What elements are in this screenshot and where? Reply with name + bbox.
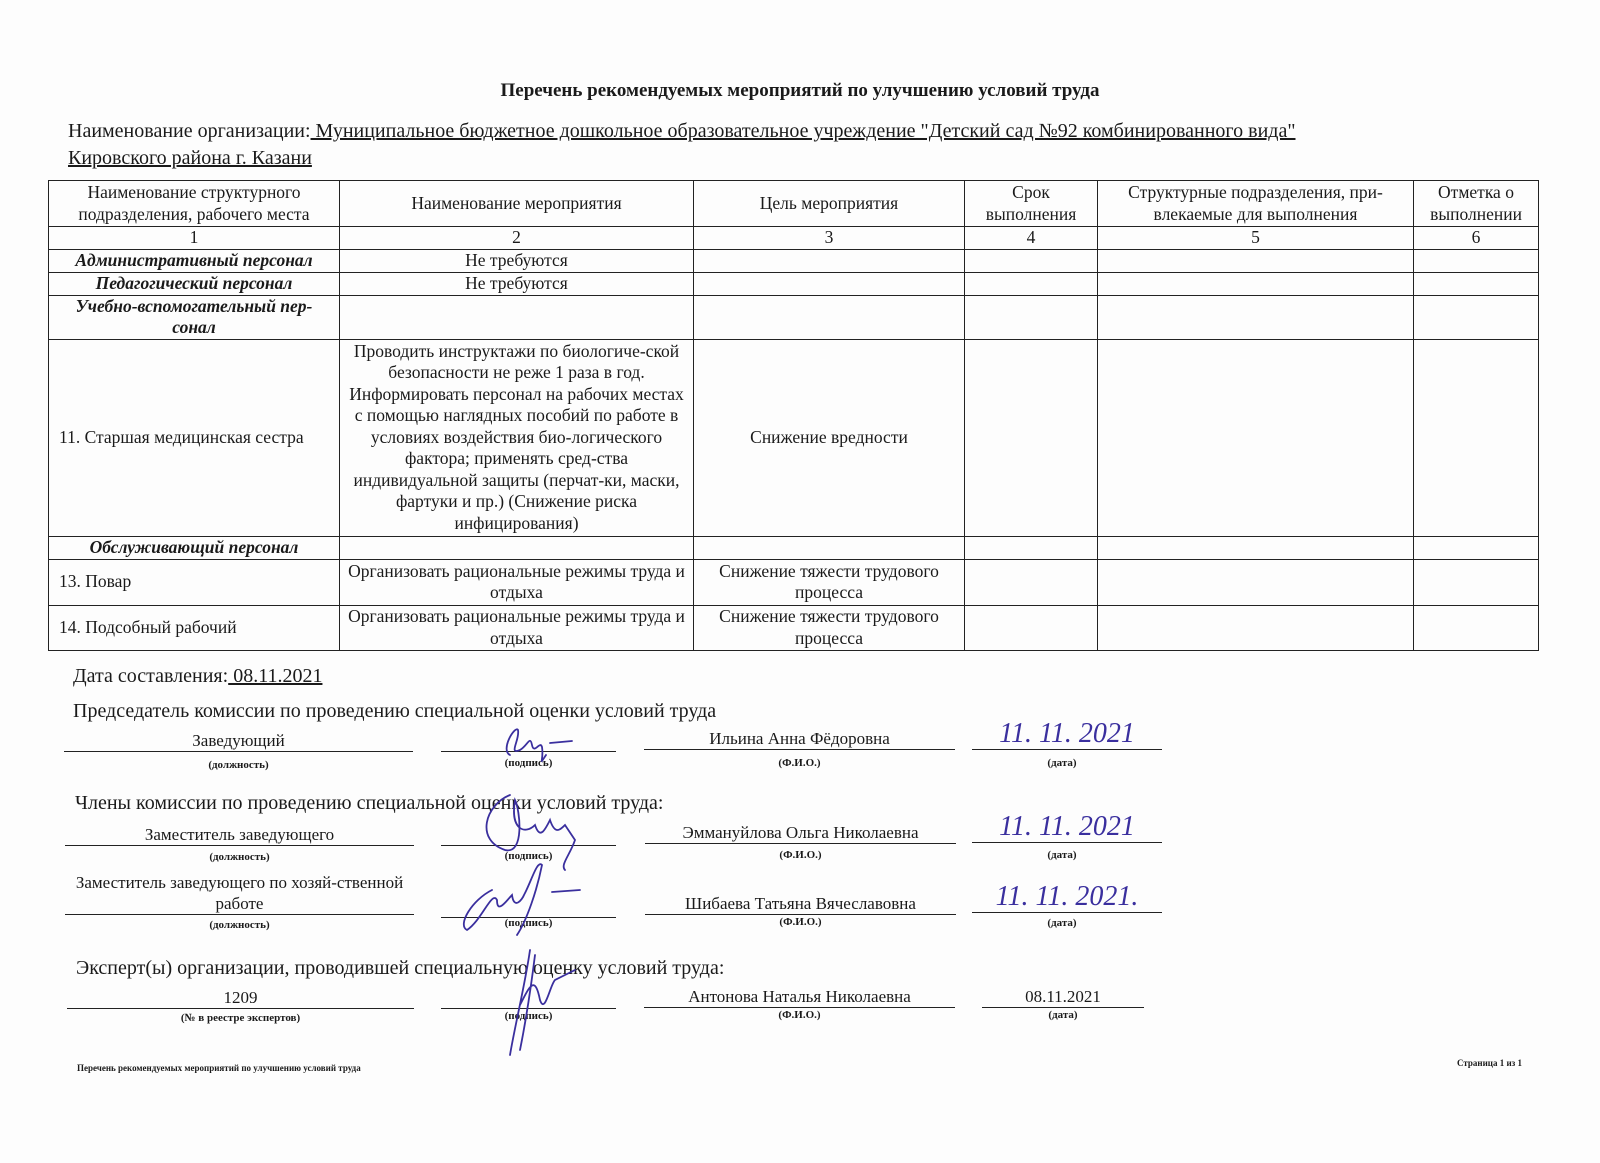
column-number-row [49,227,1539,250]
column-number: 3 [694,227,965,250]
measures-table [48,180,1539,651]
goal-cell: Снижение вредности [694,339,965,536]
expert-name: Антонова Наталья Николаевна [644,987,955,1008]
document-title: Перечень рекомендуемых мероприятий по улучшению условий труда [500,80,1100,101]
empty-cell [965,250,1098,273]
caption-date: (дата) [1048,1009,1078,1021]
empty-cell [965,536,1098,559]
date-value: 08.11.2021 [228,665,323,687]
caption-signature: (подпись) [504,1010,553,1022]
workplace-name: 11. Старшая медицинская сестра [49,339,340,536]
caption-date: (дата) [1047,849,1077,861]
caption-name: (Ф.И.О.) [778,1009,821,1021]
header-cell: Срок выполнения [965,181,1098,227]
group-name: Обслуживающий персонал [49,536,340,559]
workplace-name: 14. Подсобный рабочий [49,605,340,650]
header-cell: Отметка о выполнении [1414,181,1539,227]
table-row [49,605,1539,650]
goal-cell [694,536,965,559]
table-header-row [49,181,1539,227]
column-number: 2 [340,227,694,250]
expert-heading: Эксперт(ы) организации, проводившей специальную оценку условий труда: [76,957,725,979]
caption-position: (должность) [208,759,269,771]
measure-cell [340,536,694,559]
footer-document-title: Перечень рекомендуемых мероприятий по улучшению условий труда [77,1063,361,1073]
organization-name [68,118,1568,172]
column-number: 5 [1098,227,1414,250]
empty-cell [1414,536,1539,559]
header-cell: Цель мероприятия [694,181,965,227]
measure-cell: Не требуются [340,272,694,295]
table-row [49,559,1539,605]
date-label: Дата составления: [73,665,229,687]
table-row [49,339,1539,536]
member-signature [465,790,595,870]
chair-position: Заведующий [64,731,413,752]
empty-cell [965,295,1098,339]
caption-name: (Ф.И.О.) [779,916,822,928]
empty-cell [1098,295,1414,339]
empty-cell [965,559,1098,605]
empty-cell [1098,605,1414,650]
column-number: 1 [49,227,340,250]
compilation-date [73,665,322,688]
empty-cell [965,272,1098,295]
member-date: 11. 11. 2021 [972,812,1162,843]
column-number: 6 [1414,227,1539,250]
goal-cell [694,295,965,339]
expert-registry-number: 1209 [67,988,414,1009]
expert-date: 08.11.2021 [982,987,1144,1008]
table-row [49,536,1539,559]
caption-signature: (подпись) [504,757,553,769]
measure-cell: Проводить инструктажи по биологиче-ской безопасности не реже 1 раза в год. Информировать персонал на рабочих местах с помощью наглядных пособий по работе в условиях воздействия био-логического фактора; применять сред-ства индивидуальной защиты (перчат-ки, маски, фартуки и пр.) (Снижение риска инфицирования) [340,339,694,536]
group-name: Административный персонал [49,250,340,273]
caption-position: (должность) [209,851,270,863]
empty-cell [1414,295,1539,339]
goal-cell [694,272,965,295]
caption-signature: (подпись) [504,850,553,862]
goal-cell: Снижение тяжести трудового процесса [694,605,965,650]
column-number: 4 [965,227,1098,250]
member-position: Заместитель заведующего по хозяй-ственной работе [65,872,414,915]
member-position: Заместитель заведующего [65,825,414,846]
caption-registry: (№ в реестре экспертов) [180,1012,301,1024]
caption-signature: (подпись) [504,917,553,929]
measure-cell: Организовать рациональные режимы труда и отдыха [340,559,694,605]
caption-position: (должность) [209,919,270,931]
table-row [49,250,1539,273]
member-name: Шибаева Татьяна Вячеславовна [645,894,956,915]
members-heading: Члены комиссии по проведению специальной оценки условий труда: [75,792,664,814]
workplace-name: 13. Повар [49,559,340,605]
empty-cell [965,605,1098,650]
empty-cell [1098,272,1414,295]
empty-cell [1414,272,1539,295]
group-name: Учебно-вспомогательный пер-сонал [49,295,340,339]
footer-page-number: Страница 1 из 1 [1457,1058,1523,1068]
empty-cell [965,339,1098,536]
measure-cell [340,295,694,339]
member-date: 11. 11. 2021. [972,882,1162,913]
measure-cell: Не требуются [340,250,694,273]
chair-heading: Председатель комиссии по проведению специальной оценки условий труда [73,700,717,722]
chair-signature [490,725,590,765]
chair-date: 11. 11. 2021 [972,719,1162,750]
empty-cell [1098,250,1414,273]
caption-date: (дата) [1047,917,1077,929]
table-row [49,272,1539,295]
chair-name: Ильина Анна Фёдоровна [644,729,955,750]
member-signature [452,860,592,940]
measure-cell: Организовать рациональные режимы труда и отдыха [340,605,694,650]
header-cell: Структурные подразделения, при-влекаемые для выполнения [1098,181,1414,227]
org-name-line1: Муниципальное бюджетное дошкольное образовательное учреждение "Детский сад №92 комбинированного вида" [310,120,1296,142]
org-label: Наименование организации: [68,120,311,142]
empty-cell [1414,339,1539,536]
empty-cell [1098,559,1414,605]
empty-cell [1414,605,1539,650]
empty-cell [1414,250,1539,273]
org-name-line2: Кировского района г. Казани [68,147,312,169]
goal-cell [694,250,965,273]
caption-name: (Ф.И.О.) [779,849,822,861]
member-name: Эммануйлова Ольга Николаевна [645,823,956,844]
empty-cell [1414,559,1539,605]
empty-cell [1098,339,1414,536]
header-cell: Наименование структурного подразделения, рабочего места [49,181,340,227]
caption-name: (Ф.И.О.) [778,757,821,769]
caption-date: (дата) [1047,757,1077,769]
expert-signature [495,945,585,1060]
table-row [49,295,1539,339]
goal-cell: Снижение тяжести трудового процесса [694,559,965,605]
header-cell: Наименование мероприятия [340,181,694,227]
group-name: Педагогический персонал [49,272,340,295]
empty-cell [1098,536,1414,559]
